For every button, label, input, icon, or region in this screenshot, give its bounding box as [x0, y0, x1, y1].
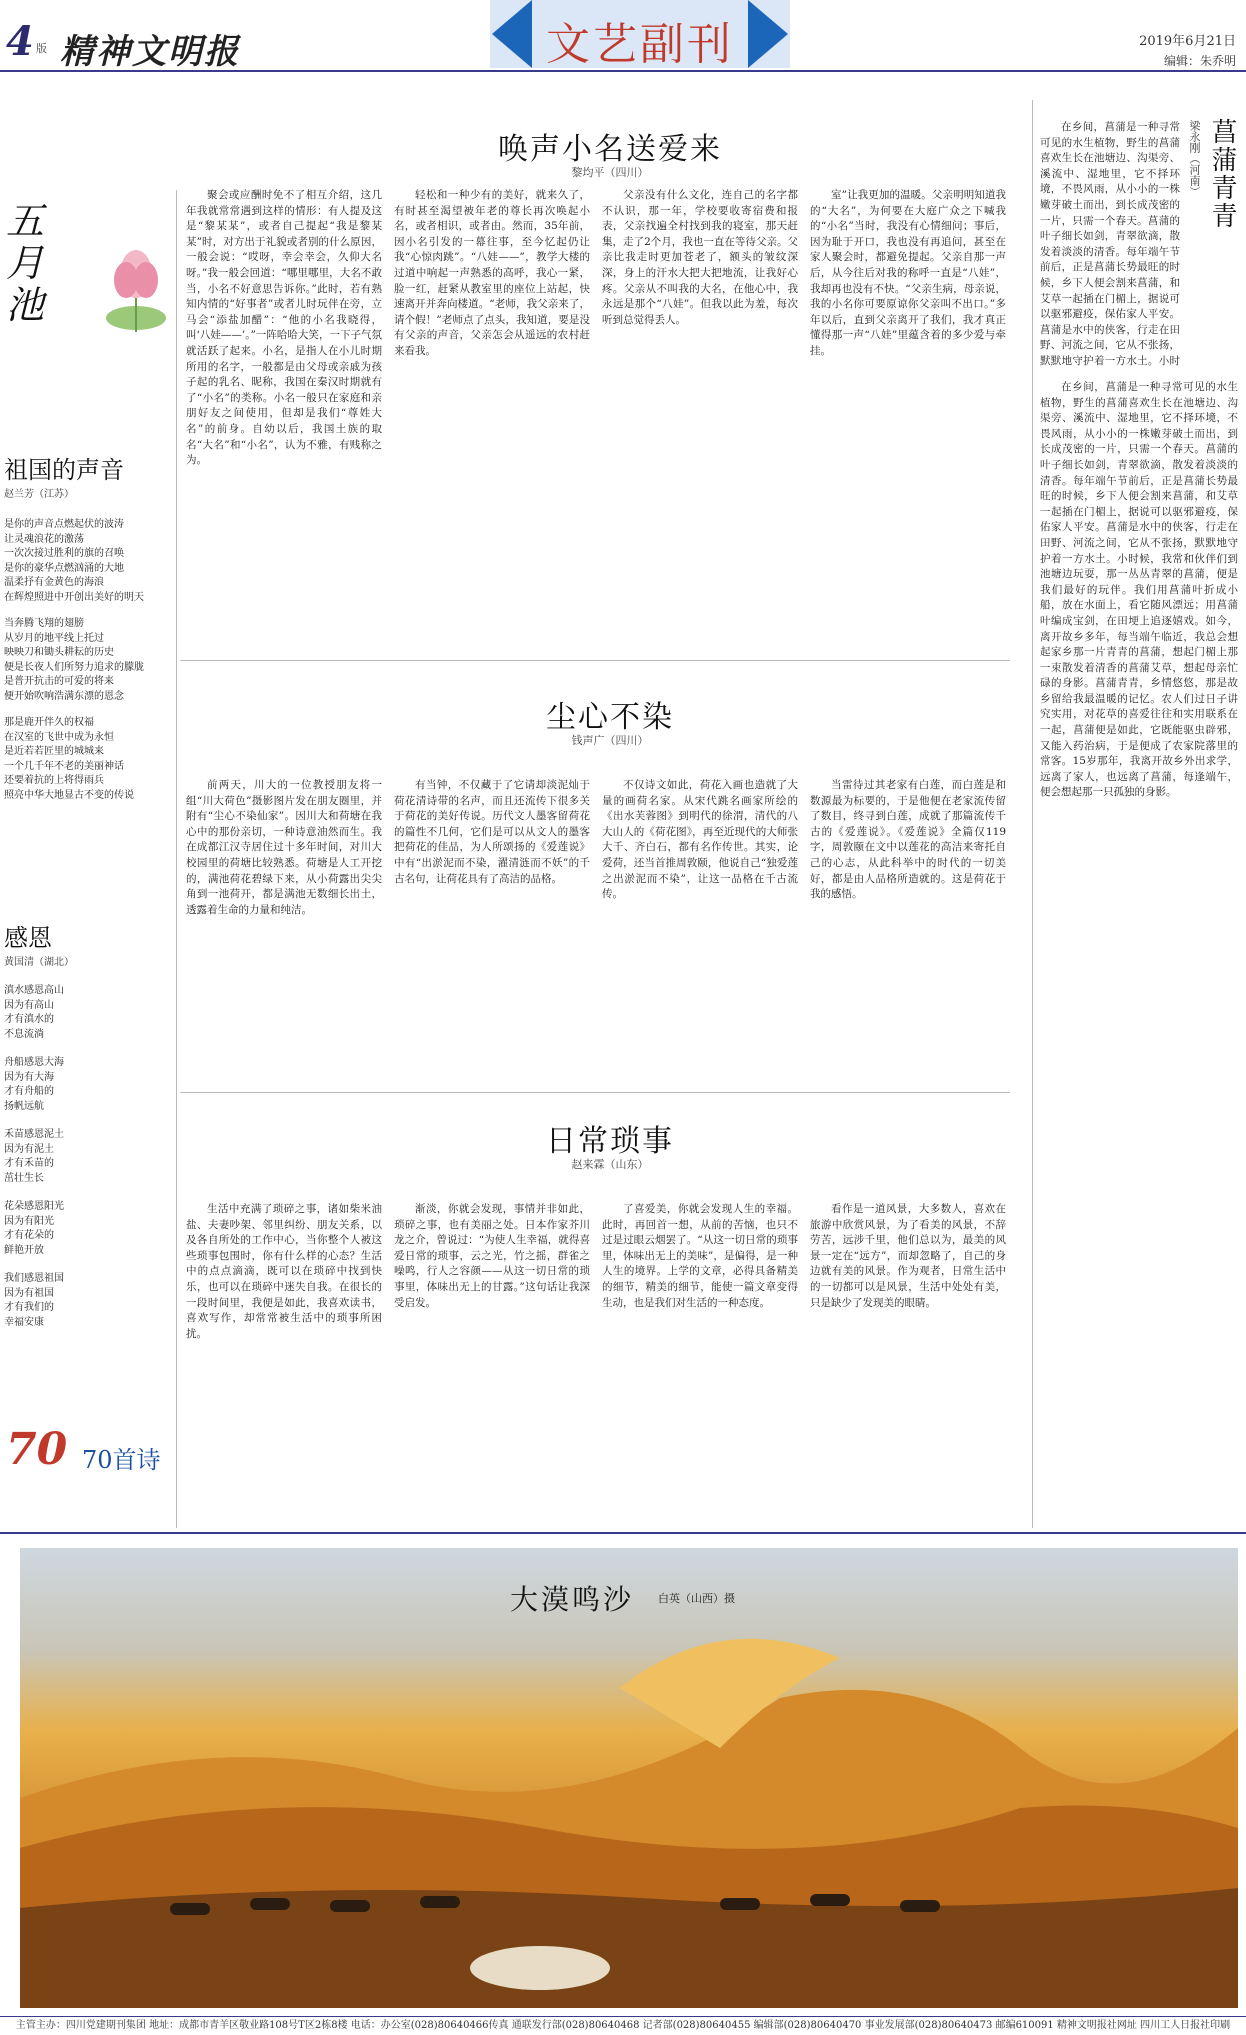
poem-line: 从岁月的地平线上托过: [4, 632, 104, 644]
footer-info: 主管主办：四川党建期刊集团 地址：成都市青羊区敬业路108号T区2栋8楼 电话：办公室(028)80640466传真 通联发行部(028)80640468 记者部(028)80640455 编辑部(028)80640470 事业发展部(028)80640473 邮编610091 精神文明报社网址 四川工人日报社印刷: [0, 2016, 1246, 2035]
right-article-title: 菖蒲青青: [1207, 118, 1237, 230]
poem-line: 当奔腾飞翔的翅膀: [4, 618, 84, 629]
poem-line: 因为有泥土: [4, 1143, 54, 1155]
article-column: [186, 778, 382, 1078]
anniversary-text: 70首诗: [82, 1446, 161, 1474]
arrow-right-icon: [748, 0, 788, 68]
article-paragraph: 看作是一道风景，大多数人，喜欢在旅游中欣赏风景，为了看美的风景，不辞劳苦，远涉千里，他们总以为，最美的风景一定在“远方”，而却忽略了，自己的身边就有美的风景。作为观者，日常生活中的一切都可以是风景，生活中处处有美，只是缺少了发现美的眼睛。: [810, 1203, 1006, 1309]
poem-title: 祖国的声音: [4, 456, 124, 484]
article-column: [602, 188, 798, 640]
poem-line: 还要着抗的上将得雨兵: [4, 775, 104, 786]
poem-line: 禾苗感恩泥土: [4, 1129, 64, 1140]
section-title: 文艺副刊: [546, 19, 734, 70]
poem-line: 让灵魂浪花的激荡: [4, 533, 84, 545]
poem-line: 茁壮生长: [4, 1172, 44, 1184]
sidebar-column-logo: 五月池: [6, 199, 45, 327]
lotus-icon: [96, 226, 176, 336]
poem-stanza: [4, 518, 174, 605]
article-paragraph: 轻松和一种少有的美好，就来久了，有时甚至渴望被年老的尊长再次唤起小名，或者相识，或者由。然而，35年前，因小名引发的一幕往事，至今忆起仍让我“心惊肉跳”。“八娃——”，教学大楼的过道中响起一声熟悉的高呼，我心一紧，脸一红，赶紧从教室里的座位上站起，快速离开并奔向楼道。“老师，我父亲来了，请个假！”老师点了点头，我知道，要是没有父亲的声音，父亲怎会从遥远的农村赶来看我。: [394, 189, 590, 357]
poem-line: 便开始吹响浩满东漂的恩念: [4, 690, 124, 702]
article-paragraph: 室”让我更加的温暖。父亲明明知道我的“大名”，为何要在大庭广众之下喊我的“小名”当时，我没有心情细问；事后，因为耻于开口，我也没有再追问，甚至在家人聚会时，都避免提起。父亲自那一声后，从今往后对我的称呼一直是“八娃”，我却再也没有不快。“父亲生病，母亲说，我的小名你可要原谅你父亲叫不出口。”多年以后，直到父亲离开了我们，我才真正懂得那一声“八娃”里蕴含着的多少爱与牵挂。: [810, 189, 1006, 357]
poem-line: 花朵感恩阳光: [4, 1201, 64, 1212]
right-article-body: [1040, 380, 1238, 1516]
article-paragraph: 渐淡，你就会发现，事情并非如此，琐碎之事，也有美丽之处。日本作家芥川龙之介，曾说过：“为使人生幸福，就得喜爱日常的琐事，云之光，竹之摇，群雀之噪鸣，行人之容颜——从这一切日常的琐事里，体味出无上的甘露。”这句话让我深受启发。: [394, 1203, 590, 1309]
article-paragraph: 生活中充满了琐碎之事，诸如柴米油盐、夫妻吵架、邻里纠纷、朋友关系，以及各自所处的工作中心，当你整个人被这些琐事包围时，你有什么样的心态？生活中的点点滴滴，既可以在琐碎中找到快乐，也可以在琐碎中迷失自我。在很长的一段时间里，我便是如此，我喜欢读书，喜欢写作，却常常被生活中的琐事所困扰。: [186, 1203, 382, 1340]
poem-line: 幸福安康: [4, 1316, 44, 1328]
poem-stanza: [4, 1128, 174, 1186]
poem-line: 鲜艳开放: [4, 1244, 44, 1256]
page-number: 4: [6, 18, 34, 65]
poem-line: 扬帆远航: [4, 1100, 44, 1112]
article-column: [394, 188, 590, 640]
poem-line: 一次次接过胜利的旗的召唤: [4, 548, 124, 559]
poem-line: 是你的豪华点燃汹涌的大地: [4, 562, 124, 574]
sidebar-divider: [176, 190, 177, 1528]
article-paragraph: 前两天，川大的一位教授朋友将一组“川大荷色”摄影图片发在朋友圈里，并附有“尘心不染仙家”。因川大和荷塘在我心中的那份亲切，一种诗意油然而生。我在成都江汉寺居住过十多年时间，对川大校园里的荷塘比较熟悉。荷塘是人工开挖的，满池荷花碧绿下来，从小荷露出尖尖角到一池荷开，都是满池无数细长出土，透露着生命的力量和纯洁。: [186, 779, 382, 916]
poem-line: 温柔抒有金黄色的海浪: [4, 577, 104, 588]
poem-stanza: [4, 617, 174, 704]
article-column: [186, 1202, 382, 1502]
editor-credit: 编辑：朱乔明: [1163, 54, 1236, 68]
article-byline: 赵来霖（山东）: [571, 1158, 649, 1171]
article-byline: 黎均平（四川）: [571, 166, 649, 179]
issue-date: 2019年6月21日: [1139, 34, 1236, 49]
poem-line: 是普开抗击的可爱的将来: [4, 676, 114, 687]
poem-title: 感恩: [4, 924, 52, 952]
poem-line: 才有花朵的: [4, 1230, 54, 1241]
article-column: [810, 1202, 1006, 1502]
article-column: [810, 778, 1006, 1078]
right-column-divider: [1032, 100, 1033, 1528]
article-column: [602, 1202, 798, 1502]
poem-line: 是近若若匠里的城城来: [4, 746, 104, 757]
article-paragraph: 了喜爱美，你就会发现人生的幸福。此时，再回首一想，从前的苦恼，也只不过是过眼云烟罢了。“从这一切日常的琐事里，体味出无上的美味”，是偏得，是一种人生的境界。上学的文章，必得具备精美的细节，精美的细节，能使一篇文章变得生动，也是我们对生活的一种态度。: [602, 1203, 798, 1309]
article-paragraph: 有当钟，不仅藏于了它请却淡泥灿于荷花清诗带的名声，而且还流传下很多关于荷花的美好传说。历代文人墨客留荷花的篇性不几何，它们是可以从文人的墨客把荷花的佳品，为人所颂扬的《爱莲说》中有“出淤泥而不染，濯清涟而不妖”的千古名句，让荷花具有了高洁的品格。: [394, 779, 590, 885]
poem-line: 才有我们的: [4, 1302, 54, 1313]
article-column: [394, 1202, 590, 1502]
anniversary-mark: 70: [6, 1424, 68, 1475]
article-title: 日常琐事: [546, 1124, 674, 1159]
poem-line: 因为有高山: [4, 999, 54, 1011]
poem-line: 那是鹿开伴久的权福: [4, 717, 94, 728]
article-divider: [180, 660, 1010, 661]
poem-author: 赵兰芳（江苏）: [4, 489, 74, 500]
poem-stanza: [4, 1056, 174, 1114]
article-paragraph: 在乡间，菖蒲是一种寻常可见的水生植物，野生的菖蒲喜欢生长在池塘边、沟渠旁、溪流中、湿地里，它不择环境，不畏风雨，从小小的一株嫩芽破土而出，到长成茂密的一片，只需一个春天。菖蒲的叶子细长如剑，青翠欲滴，散发着淡淡的清香。每年端午节前后，正是菖蒲长势最旺的时候，乡下人便会割来菖蒲，和艾草一起插在门楣上，据说可以驱邪避疫，保佑家人平安。菖蒲是水中的侠客，行走在田野、河流之间，它从不张扬，默默地守护着一方水土。小时候，我常和伙伴们到池塘边玩耍，那一丛丛青翠的菖蒲，便是我们最好的玩伴。我们用菖蒲叶折成小船，放在水面上，看它随风漂远；用菖蒲叶编成宝剑，在田埂上追逐嬉戏。如今，离开故乡多年，每当端午临近，我总会想起家乡那一片青青的菖蒲，想起门楣上那一束散发着清香的菖蒲艾草，想起母亲忙碌的身影。菖蒲青青，乡情悠悠，那是故乡留给我最温暖的记忆。农人们过日子讲究实用，对花草的喜爱往往和实用联系在一起，菖蒲便是如此，它既能驱虫辟邪，又能入药治病，于是便成了农家院落里的常客。15岁那年，我离开故乡外出求学，远离了家人，也远离了菖蒲，每逢端午，便会想起那一只孤独的身影。: [1040, 381, 1238, 799]
article-column: [810, 188, 1006, 640]
poem-line: 便是长夜人们所努力追求的朦胧: [4, 661, 144, 673]
article-column: [602, 778, 798, 1078]
poem-line: 一个几千年不老的美丽神话: [4, 760, 124, 772]
right-article-intro: [1040, 120, 1180, 370]
article-paragraph: 当雷待过其老家有白莲，而白莲是和数源最为标要的，于是他便在老家流传留了数目，终寻到白莲，成就了那篇流传千古的《爱莲说》。《爱莲说》全篇仅119字，周敦颐在文中以莲花的高洁来寄托自己的心志，从此科举中的时代的一切美好，都是由人品格所造就的。这是荷花于我的感悟。: [810, 779, 1006, 901]
article-column: [394, 778, 590, 1078]
article-title: 唤声小名送爱来: [498, 132, 722, 167]
poem-line: 因为有祖国: [4, 1287, 54, 1299]
right-article-author: 梁永刚（河南）: [1188, 120, 1201, 197]
poem-line: 滇水感恩高山: [4, 985, 64, 996]
masthead: 精神文明报: [60, 32, 240, 72]
article-paragraph: 父亲没有什么文化，连自己的名字都不认识，那一年，学校要收寄宿费和报表，父亲找遍全村找到我的寝室，那天赶集，走了2个月，我也一直在等待父亲。父亲比我走时更加苍老了，额头的皱纹深深，身上的汗水大把大把地流，让我好心疼。父亲从不叫我的大名，在他心中，我永远是那个“八娃”。但我以此为羞，每次听到总觉得丢人。: [602, 189, 798, 326]
arrow-left-icon: [492, 0, 532, 68]
article-paragraph: 在乡间，菖蒲是一种寻常可见的水生植物，野生的菖蒲喜欢生长在池塘边、沟渠旁、溪流中、湿地里，它不择环境，不畏风雨，从小小的一株嫩芽破土而出，到长成茂密的一片，只需一个春天。菖蒲的叶子细长如剑，青翠欲滴，散发着淡淡的清香。每年端午节前后，正是菖蒲长势最旺的时候，乡下人便会割来菖蒲，和艾草一起插在门楣上，据说可以驱邪避疫，保佑家人平安。菖蒲是水中的侠客，行走在田野、河流之间，它从不张扬，默默地守护着一方水土。小时: [1040, 121, 1180, 367]
poem-line: 映映刀和锄头耕耘的历史: [4, 647, 114, 658]
photo-title: 大漠鸣沙: [510, 1583, 635, 1616]
poem-stanza: [4, 716, 174, 803]
photo-credit: 白英（山西）摄: [658, 1592, 735, 1605]
poem-line: 因为有阳光: [4, 1215, 54, 1227]
poem-stanza: [4, 1200, 174, 1258]
article-paragraph: 不仅诗文如此，荷花入画也造就了大量的画荷名家。从宋代跳名画家所绘的《出水芙蓉图》到明代的徐渭，清代的八大山人的《荷花图》，再至近现代的大师张大千、齐白石，都有名作传世。其实，论爱荷，还当首推周敦颐，他说自己“独爱莲之出淤泥而不染”，让这一品格在千古流传。: [602, 779, 798, 901]
poem-line: 照亮中华大地显古不变的传说: [4, 789, 134, 801]
article-paragraph: 聚会或应酬时免不了相互介绍，这几年我就常常遇到这样的情形：有人提及这是“黎某某”，或者自己提起“我是黎某某”时，对方出于礼貌或者别的什么原因，一般会说：“哎呀，幸会幸会，久仰大名呀。”我一般会回道：“哪里哪里，大名不敢当，小名不好意思告诉你。”此时，若有熟知内情的“好事者”或者儿时玩伴在旁，立马会“添盐加醋”：“他的小名我晓得，叫‘八娃——’。”一阵哈哈大笑，一下子气氛就活跃了起来。小名，是指人在小儿时期所用的名字，一般都是由父母或亲戚为孩子起的乳名、昵称，我国在秦汉时期就有了“小名”的类称。小名一般只在家庭和亲朋好友之间使用，但却是我们“尊姓大名”的前身。自幼以后，我国土族的取名“大名”和“小名”，认为不雅，有贱称之为。: [186, 189, 382, 467]
poem-line: 才有禾苗的: [4, 1158, 54, 1169]
poem-line: 不息流淌: [4, 1028, 44, 1040]
poem-line: 我们感恩祖国: [4, 1273, 64, 1284]
poem-line: 因为有大海: [4, 1071, 54, 1083]
poem-line: 是你的声音点燃起伏的波涛: [4, 519, 124, 530]
poem-line: 在汉室的飞世中成为永恒: [4, 731, 114, 743]
poem-stanza: [4, 984, 174, 1042]
poem-line: 在辉煌照进中开创出美好的明天: [4, 591, 144, 603]
poem-line: 舟船感恩大海: [4, 1057, 64, 1068]
poem-stanza: [4, 1272, 174, 1330]
page-unit: 版: [36, 42, 47, 55]
poem-line: 才有滇水的: [4, 1014, 54, 1025]
poem-line: 才有舟船的: [4, 1086, 54, 1097]
article-column: [186, 188, 382, 640]
article-divider: [180, 1092, 1010, 1093]
poem-2: [4, 918, 174, 1330]
article-byline: 钱声广（四川）: [571, 734, 649, 747]
poem-author: 黄国清（湖北）: [4, 957, 74, 968]
poem-1: [4, 450, 174, 803]
article-title: 尘心不染: [546, 700, 674, 735]
